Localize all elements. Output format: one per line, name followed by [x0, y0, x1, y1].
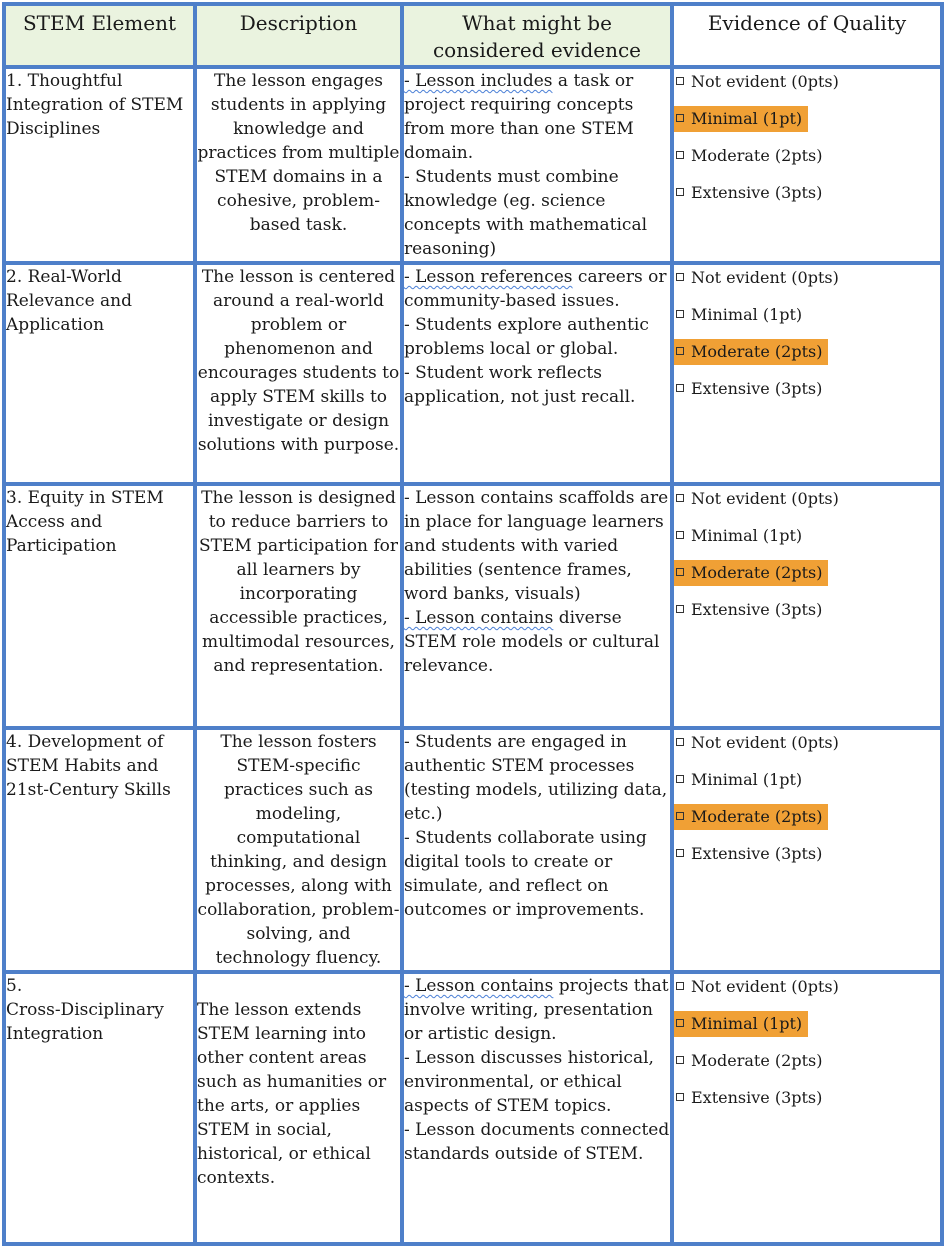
- rubric-row: [4, 972, 942, 1244]
- evidence-item-text: - Students are engaged in authentic STEM processes (testing models, utilizing data, etc.): [404, 732, 668, 824]
- evidence-of-quality-cell: [672, 972, 942, 1244]
- quality-option-label: Not evident (0pts): [691, 977, 839, 996]
- checkbox-icon[interactable]: [676, 494, 684, 502]
- quality-option-row: [674, 106, 940, 143]
- evidence-item-text: diverse STEM role models or cultural relevance.: [404, 608, 660, 676]
- quality-option[interactable]: [674, 523, 808, 549]
- checkbox-icon[interactable]: [676, 347, 684, 355]
- quality-option-row: [674, 376, 940, 413]
- description-text: The lesson engages students in applying knowledge and practices from multiple STEM domains in a cohesive, problem-based task.: [197, 71, 400, 235]
- evidence-item-text: careers or community-based issues.: [404, 267, 667, 311]
- quality-option[interactable]: [674, 767, 808, 793]
- evidence-item-text: - Students collaborate using digital tools to create or simulate, and reflect on outcomes or improvements.: [404, 828, 647, 920]
- quality-option[interactable]: [674, 302, 808, 328]
- quality-option-row: [674, 180, 940, 217]
- evidence-cell: [402, 263, 672, 484]
- checkbox-icon[interactable]: [676, 151, 684, 159]
- quality-option[interactable]: [674, 841, 828, 867]
- quality-option-row: [674, 730, 940, 767]
- quality-option-label: Extensive (3pts): [691, 600, 823, 619]
- quality-option-label: Moderate (2pts): [691, 146, 823, 165]
- quality-option[interactable]: [674, 143, 828, 169]
- checkbox-icon[interactable]: [676, 1019, 684, 1027]
- stem-element-cell: [4, 972, 195, 1244]
- header-evidence: What might be considered evidence: [402, 4, 672, 67]
- quality-option[interactable]: [674, 265, 845, 291]
- evidence-item: [404, 606, 670, 678]
- evidence-item-text: - Lesson documents connected standards outside of STEM.: [404, 1120, 670, 1164]
- quality-option-row: [674, 804, 940, 841]
- description-cell: [195, 67, 402, 263]
- quality-option-label: Moderate (2pts): [691, 1051, 823, 1070]
- checkbox-icon[interactable]: [676, 114, 684, 122]
- checkbox-icon[interactable]: [676, 849, 684, 857]
- evidence-cell: [402, 728, 672, 972]
- header-description: Description: [195, 4, 402, 67]
- quality-option-label: Minimal (1pt): [691, 109, 803, 128]
- stem-element-cell: 1. Thoughtful Integration of STEM Disciplines: [4, 67, 195, 263]
- quality-option-row: [674, 339, 940, 376]
- evidence-of-quality-cell: [672, 67, 942, 263]
- evidence-item: [404, 313, 670, 361]
- evidence-item-text: - Students must combine knowledge (eg. science concepts with mathematical reasoning): [404, 167, 648, 259]
- evidence-cell: [402, 484, 672, 728]
- checkbox-icon[interactable]: [676, 1093, 684, 1101]
- evidence-item-text: projects that involve writing, presentation or artistic design.: [404, 976, 669, 1044]
- quality-option-label: Extensive (3pts): [691, 844, 823, 863]
- checkbox-icon[interactable]: [676, 531, 684, 539]
- evidence-item: [404, 486, 670, 606]
- quality-option-row: [674, 841, 940, 878]
- header-evidence-of-quality: Evidence of Quality: [672, 4, 942, 67]
- evidence-item: [404, 69, 670, 165]
- stem-quality-rubric: [2, 2, 944, 1246]
- quality-option-label: Extensive (3pts): [691, 183, 823, 202]
- checkbox-icon[interactable]: [676, 1056, 684, 1064]
- quality-option-row: [674, 143, 940, 180]
- evidence-item: [404, 1046, 670, 1118]
- checkbox-icon[interactable]: [676, 273, 684, 281]
- quality-option-row: [674, 265, 940, 302]
- quality-option[interactable]: [674, 180, 828, 206]
- quality-option[interactable]: [674, 376, 828, 402]
- description-cell: [195, 263, 402, 484]
- quality-option-label: Not evident (0pts): [691, 268, 839, 287]
- description-cell: [195, 484, 402, 728]
- quality-option-row: [674, 523, 940, 560]
- evidence-item: [404, 974, 670, 1046]
- quality-option-label: Extensive (3pts): [691, 1088, 823, 1107]
- evidence-item: [404, 361, 670, 409]
- quality-option-row: [674, 1085, 940, 1122]
- evidence-item-lead: - Lesson references: [404, 267, 573, 287]
- rubric-row: [4, 484, 942, 728]
- evidence-of-quality-cell: [672, 484, 942, 728]
- evidence-cell: [402, 972, 672, 1244]
- description-text: The lesson fosters STEM-specific practices such as modeling, computational thinking, and design processes, along with collaboration, problem-solving, and technology fluency.: [197, 732, 400, 968]
- quality-option-label: Not evident (0pts): [691, 72, 839, 91]
- evidence-item: [404, 730, 670, 826]
- rubric-row: [4, 728, 942, 972]
- quality-option-selected[interactable]: [674, 106, 808, 132]
- evidence-item: [404, 165, 670, 261]
- header-stem-element: STEM Element: [4, 4, 195, 67]
- header-row: [4, 4, 942, 67]
- checkbox-icon[interactable]: [676, 310, 684, 318]
- stem-element-label: 5. Cross-Disciplinary Integration: [6, 976, 164, 1044]
- description-cell: [195, 728, 402, 972]
- quality-option-row: [674, 1048, 940, 1085]
- quality-option-label: Extensive (3pts): [691, 379, 823, 398]
- evidence-item-lead: - Lesson includes: [404, 71, 553, 91]
- quality-option[interactable]: [674, 974, 845, 1000]
- quality-option-row: [674, 69, 940, 106]
- quality-option-row: [674, 302, 940, 339]
- evidence-of-quality-cell: [672, 728, 942, 972]
- evidence-item: [404, 826, 670, 922]
- quality-option-label: Minimal (1pt): [691, 1014, 803, 1033]
- stem-element-cell: 3. Equity in STEM Access and Participation: [4, 484, 195, 728]
- checkbox-icon[interactable]: [676, 384, 684, 392]
- quality-option[interactable]: [674, 1048, 828, 1074]
- checkbox-icon[interactable]: [676, 982, 684, 990]
- stem-element-cell: 2. Real-World Relevance and Application: [4, 263, 195, 484]
- quality-option-label: Minimal (1pt): [691, 526, 803, 545]
- description-text: The lesson is designed to reduce barriers to STEM participation for all learners by incorporating accessible practices, multimodal resources, and representation.: [198, 488, 399, 676]
- evidence-cell: [402, 67, 672, 263]
- rubric-row: [4, 67, 942, 263]
- evidence-item-lead: - Lesson contains: [404, 608, 554, 628]
- evidence-item-text: - Lesson discusses historical, environmental, or ethical aspects of STEM topics.: [404, 1048, 654, 1116]
- quality-option-label: Moderate (2pts): [691, 342, 823, 361]
- checkbox-icon[interactable]: [676, 188, 684, 196]
- evidence-item: [404, 1118, 670, 1166]
- checkbox-icon[interactable]: [676, 738, 684, 746]
- description-cell: [195, 972, 402, 1244]
- quality-option-row: [674, 1011, 940, 1048]
- evidence-of-quality-cell: [672, 263, 942, 484]
- stem-element-cell: 4. Development of STEM Habits and 21st-Century Skills: [4, 728, 195, 972]
- quality-option-row: [674, 767, 940, 804]
- evidence-item-text: - Students explore authentic problems local or global.: [404, 315, 649, 359]
- quality-option-selected[interactable]: [674, 1011, 808, 1037]
- quality-option-label: Minimal (1pt): [691, 770, 803, 789]
- quality-option-label: Not evident (0pts): [691, 489, 839, 508]
- quality-option-label: Moderate (2pts): [691, 563, 823, 582]
- quality-option-label: Not evident (0pts): [691, 733, 839, 752]
- quality-option-row: [674, 560, 940, 597]
- quality-option-row: [674, 486, 940, 523]
- evidence-item-lead: - Lesson contains: [404, 976, 554, 996]
- quality-option-row: [674, 597, 940, 634]
- checkbox-icon[interactable]: [676, 568, 684, 576]
- quality-option[interactable]: [674, 597, 828, 623]
- checkbox-icon[interactable]: [676, 77, 684, 85]
- quality-option-selected[interactable]: [674, 560, 828, 586]
- checkbox-icon[interactable]: [676, 812, 684, 820]
- quality-option[interactable]: [674, 1085, 828, 1111]
- quality-option-selected[interactable]: [674, 804, 828, 830]
- checkbox-icon[interactable]: [676, 605, 684, 613]
- checkbox-icon[interactable]: [676, 775, 684, 783]
- description-text: The lesson extends STEM learning into other content areas such as humanities or the arts, or applies STEM in social, historical, or ethical contexts.: [197, 1000, 387, 1188]
- quality-option-label: Minimal (1pt): [691, 305, 803, 324]
- quality-option-selected[interactable]: [674, 339, 828, 365]
- evidence-item-text: a task or project requiring concepts from more than one STEM domain.: [404, 71, 634, 163]
- evidence-item-text: - Student work reflects application, not just recall.: [404, 363, 636, 407]
- quality-option[interactable]: [674, 486, 845, 512]
- quality-option-label: Moderate (2pts): [691, 807, 823, 826]
- evidence-item: [404, 265, 670, 313]
- quality-option[interactable]: [674, 69, 845, 95]
- quality-option[interactable]: [674, 730, 845, 756]
- rubric-row: [4, 263, 942, 484]
- description-text: The lesson is centered around a real-world problem or phenomenon and encourages students to apply STEM skills to investigate or design solutions with purpose.: [197, 267, 400, 455]
- quality-option-row: [674, 974, 940, 1011]
- evidence-item-text: - Lesson contains scaffolds are in place for language learners and students with varied abilities (sentence frames, word banks, visuals): [404, 488, 669, 604]
